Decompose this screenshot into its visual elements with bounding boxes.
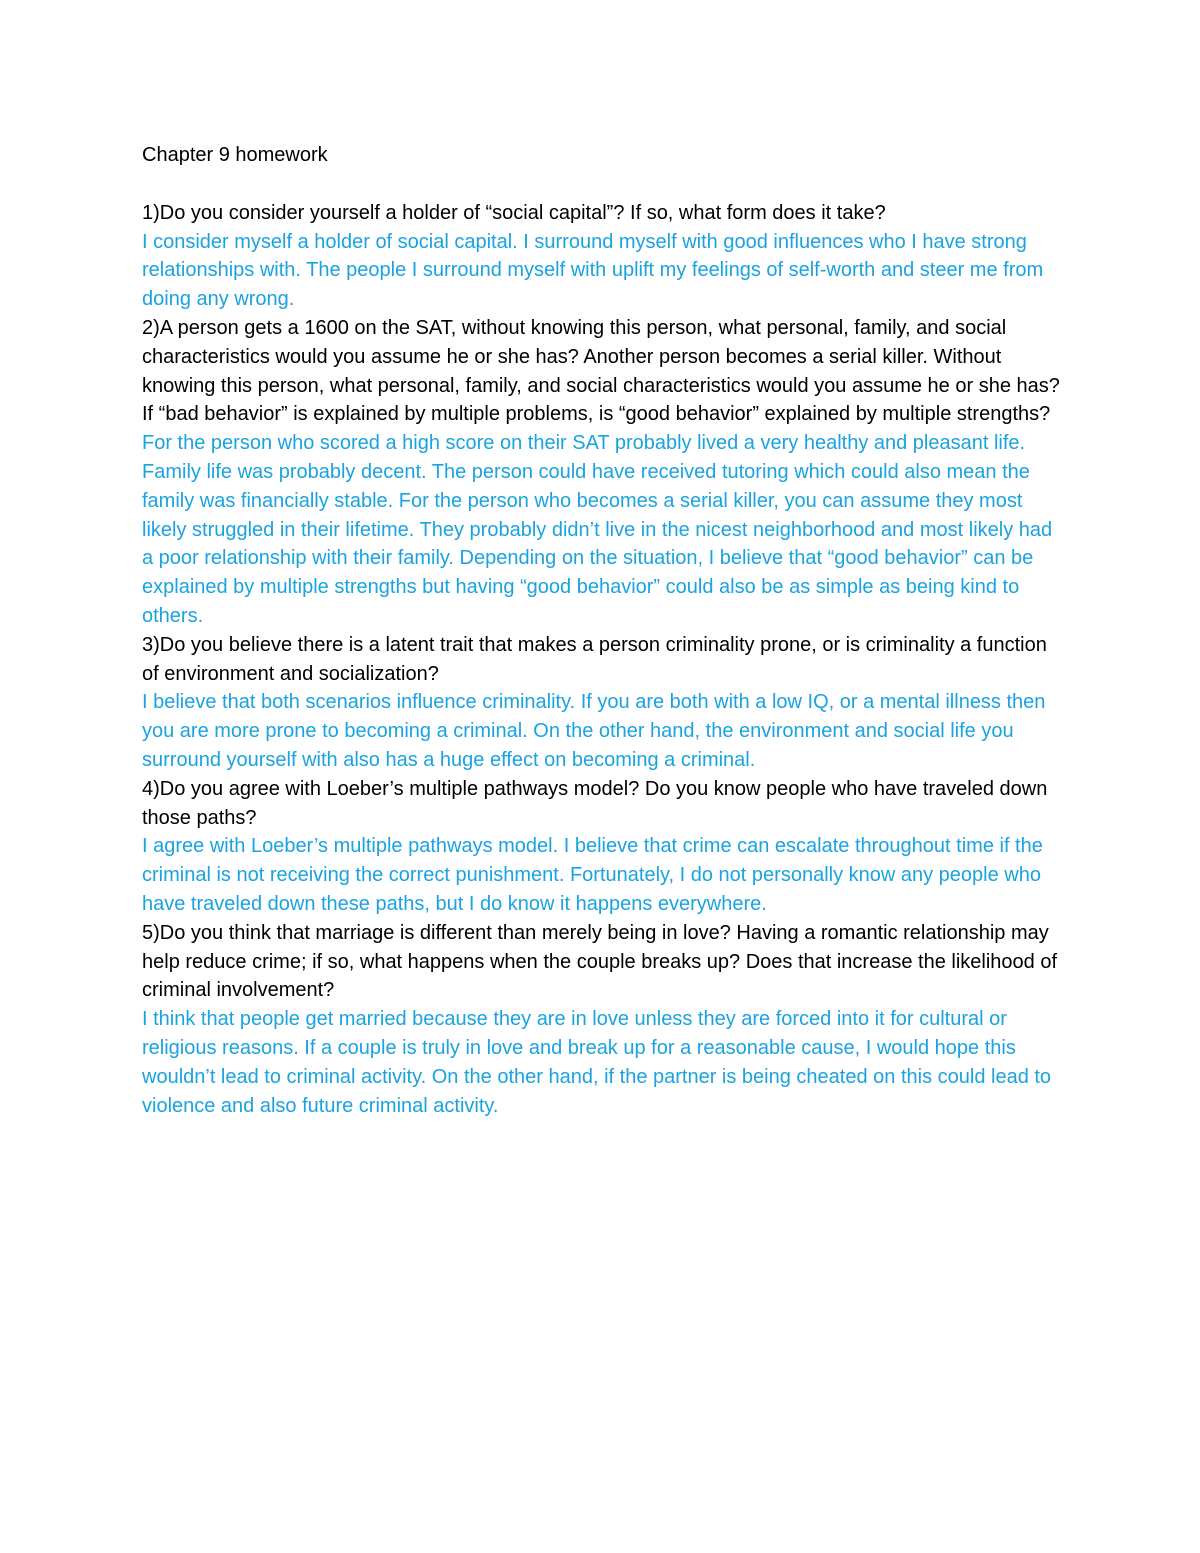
answer-1: I consider myself a holder of social capital. I surround myself with good influences who I have strong relationships with. The people I surround myself with uplift my feelings of self-worth and steer me from doing any wrong.	[142, 230, 1044, 311]
document-body	[142, 141, 1067, 1120]
question-2: 2)A person gets a 1600 on the SAT, without knowing this person, what personal, family, and social characteristics would you assume he or she has? Another person becomes a serial killer. Without knowing this person, what personal, family, and social characteristics would you assume he or she has? If “bad behavior” is explained by multiple problems, is “good behavior” explained by multiple strengths?	[142, 316, 1060, 426]
question-4: 4)Do you agree with Loeber’s multiple pathways model? Do you know people who have traveled down those paths?	[142, 777, 1048, 829]
document-title: Chapter 9 homework	[142, 144, 328, 166]
answer-3: I believe that both scenarios influence criminality. If you are both with a low IQ, or a mental illness then you are more prone to becoming a criminal. On the other hand, the environment and social life you surround yourself with also has a huge effect on becoming a criminal.	[142, 691, 1046, 771]
answer-2: For the person who scored a high score on their SAT probably lived a very healthy and pleasant life. Family life was probably decent. The person could have received tutoring which could also mean the family was financially stable. For the person who becomes a serial killer, you can assume they most likely struggled in their lifetime. They probably didn’t live in the nicest neighborhood and most likely had a poor relationship with their family. Depending on the situation, I believe that “good behavior” can be explained by multiple strengths but having “good behavior” could also be as simple as being kind to others.	[142, 432, 1053, 627]
answer-4: I agree with Loeber’s multiple pathways model. I believe that crime can escalate throughout time if the criminal is not receiving the correct punishment. Fortunately, I do not personally know any people who have traveled down these paths, but I do know it happens everywhere.	[142, 835, 1043, 915]
question-1: 1)Do you consider yourself a holder of “social capital”? If so, what form does it take?	[142, 201, 886, 224]
answer-5: I think that people get married because they are in love unless they are forced into it for cultural or religious reasons. If a couple is truly in love and break up for a reasonable cause, I would hope this wouldn’t lead to criminal activity. On the other hand, if the partner is being cheated on this could lead to violence and also future criminal activity.	[142, 1008, 1052, 1117]
question-5: 5)Do you think that marriage is different than merely being in love? Having a romantic relationship may help reduce crime; if so, what happens when the couple breaks up? Does that increase the likelihood of criminal involvement?	[142, 921, 1057, 1002]
question-3: 3)Do you believe there is a latent trait that makes a person criminality prone, or is criminality a function of environment and socialization?	[142, 633, 1047, 685]
